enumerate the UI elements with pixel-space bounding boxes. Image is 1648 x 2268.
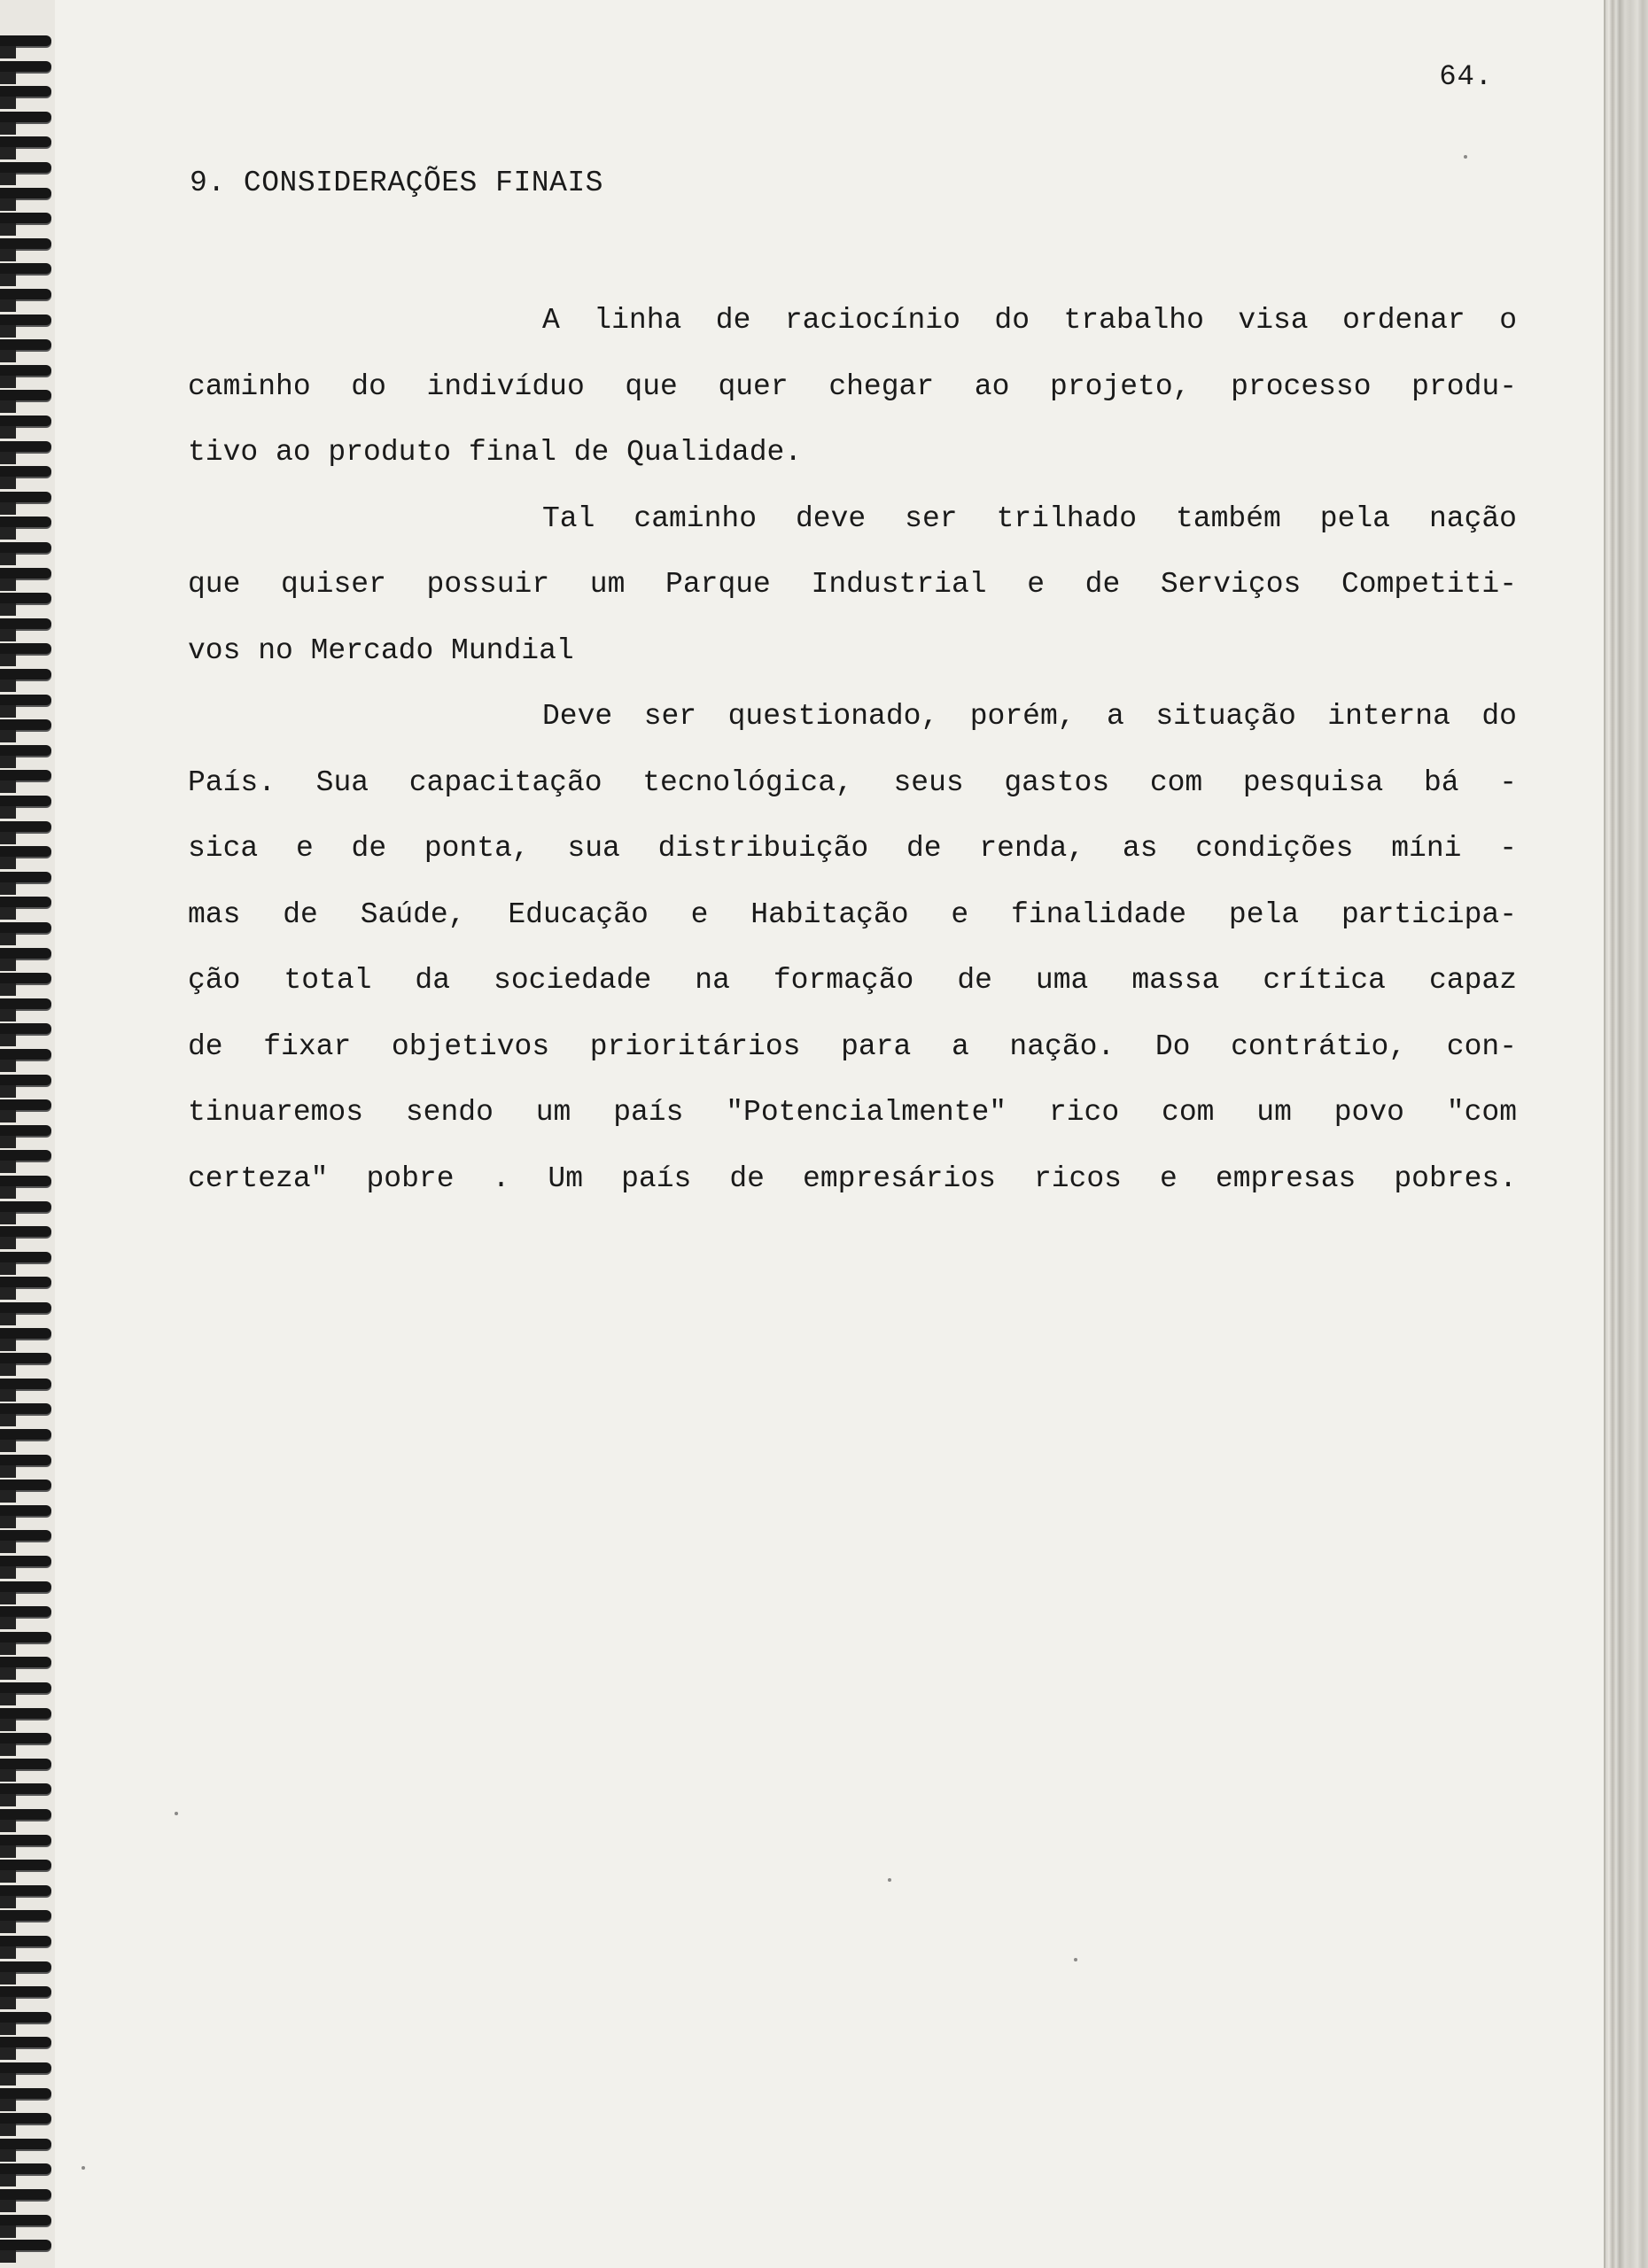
binding-coil (0, 289, 51, 299)
binding-coil (0, 86, 51, 97)
text-line: vos no Mercado Mundial (188, 633, 574, 667)
binding-coil (0, 1379, 51, 1389)
binding-coil (0, 1759, 51, 1769)
text-line: sica e de ponta, sua distribuição de renda, as condições míni - (188, 832, 1517, 865)
binding-coil (0, 1176, 51, 1186)
binding-coil (0, 112, 51, 122)
paragraph-2 (188, 486, 1517, 685)
binding-coil (0, 1023, 51, 1034)
text-line: A linha de raciocínio do trabalho visa ordenar o (542, 304, 1517, 337)
text-line: que quiser possuir um Parque Industrial e de Serviços Competiti- (188, 568, 1517, 601)
text-line: Tal caminho deve ser trilhado também pela nação (542, 501, 1517, 535)
binding-coil (0, 2037, 51, 2047)
binding-coil (0, 1530, 51, 1541)
binding-coil (0, 1783, 51, 1794)
binding-coil (0, 517, 51, 527)
binding-coil (0, 1860, 51, 1870)
binding-coil (0, 846, 51, 857)
binding-coil (0, 416, 51, 426)
binding-coil (0, 1075, 51, 1085)
text-line: de fixar objetivos prioritários para a nação. Do contrátio, con- (188, 1029, 1517, 1063)
binding-coil (0, 315, 51, 325)
binding-coil (0, 542, 51, 553)
binding-coil (0, 1809, 51, 1820)
binding-coil (0, 1226, 51, 1237)
binding-coil (0, 796, 51, 806)
binding-coil (0, 568, 51, 579)
binding-coil (0, 770, 51, 781)
binding-coil (0, 390, 51, 400)
text-line: tivo ao produto final de Qualidade. (188, 436, 803, 469)
binding-coil (0, 1353, 51, 1363)
binding-coil (0, 922, 51, 933)
binding-coil (0, 1455, 51, 1465)
binding-coil (0, 188, 51, 198)
binding-coil (0, 897, 51, 907)
binding-coil (0, 2163, 51, 2174)
binding-coil (0, 1835, 51, 1845)
text-line: Deve ser questionado, porém, a situação interna do (542, 700, 1517, 733)
binding-coil (0, 1885, 51, 1896)
binding-coil (0, 1505, 51, 1516)
binding-coil (0, 1302, 51, 1313)
binding-coil (0, 1961, 51, 1972)
page-edge-stack (1604, 0, 1648, 2268)
binding-coil (0, 2189, 51, 2200)
text-line: certeza" pobre . Um país de empresários ricos e empresas pobres. (188, 1161, 1517, 1195)
binding-coil (0, 2062, 51, 2073)
paper-speck (888, 1878, 891, 1882)
binding-coil (0, 365, 51, 376)
binding-coil (0, 719, 51, 730)
binding-coil (0, 1581, 51, 1592)
paper-speck (82, 2166, 85, 2170)
paragraph-3 (188, 684, 1517, 1212)
binding-coil (0, 1632, 51, 1643)
binding-coil (0, 1657, 51, 1667)
binding-coil (0, 1403, 51, 1414)
binding-coil (0, 1910, 51, 1921)
paper-speck (1464, 155, 1467, 159)
binding-coil (0, 2113, 51, 2124)
binding-coil (0, 1986, 51, 1997)
binding-coil (0, 1682, 51, 1693)
page-number: 64. (1439, 60, 1493, 93)
binding-coil (0, 238, 51, 249)
binding-coil (0, 1049, 51, 1060)
binding-coil (0, 1429, 51, 1440)
binding-coil (0, 1733, 51, 1744)
binding-coil (0, 2215, 51, 2225)
binding-coil (0, 35, 51, 46)
binding-coil (0, 745, 51, 756)
binding-coil (0, 61, 51, 72)
binding-coil (0, 1480, 51, 1490)
binding-coil (0, 492, 51, 502)
text-line: caminho do indivíduo que quer chegar ao projeto, processo produ- (188, 369, 1517, 403)
binding-coil (0, 466, 51, 477)
binding-coil (0, 948, 51, 959)
binding-coil (0, 1277, 51, 1287)
text-line: ção total da sociedade na formação de uma massa crítica capaz (188, 964, 1517, 997)
binding-coil (0, 998, 51, 1009)
binding-coil (0, 695, 51, 705)
paper-speck (175, 1812, 178, 1815)
binding-coil (0, 1150, 51, 1161)
binding-coil (0, 2139, 51, 2149)
text-line: País. Sua capacitação tecnológica, seus gastos com pesquisa bá - (188, 765, 1517, 799)
binding-coil (0, 213, 51, 223)
binding-coil (0, 1125, 51, 1136)
binding-coil (0, 2088, 51, 2099)
binding-coil (0, 1708, 51, 1719)
binding-coil (0, 1328, 51, 1339)
binding-coil (0, 1606, 51, 1617)
binding-coil (0, 618, 51, 629)
binding-coil (0, 1936, 51, 1946)
binding-coil (0, 872, 51, 882)
binding-coil (0, 441, 51, 452)
binding-coil (0, 973, 51, 983)
section-heading: 9. CONSIDERAÇÕES FINAIS (190, 167, 603, 199)
binding-coil (0, 669, 51, 680)
paragraph-1 (188, 288, 1517, 486)
paper-speck (1074, 1958, 1077, 1961)
binding-coil (0, 136, 51, 147)
binding-coil (0, 2012, 51, 2023)
text-line: mas de Saúde, Educação e Habitação e finalidade pela participa- (188, 897, 1517, 931)
spiral-binding (0, 0, 55, 2268)
text-line: tinuaremos sendo um país "Potencialmente" rico com um povo "com (188, 1096, 1517, 1129)
binding-coil (0, 821, 51, 832)
binding-coil (0, 593, 51, 603)
binding-coil (0, 162, 51, 173)
binding-coil (0, 263, 51, 274)
binding-coil (0, 1556, 51, 1566)
binding-coil (0, 1201, 51, 1212)
binding-coil (0, 1252, 51, 1262)
binding-coil (0, 643, 51, 654)
binding-coil (0, 339, 51, 350)
binding-coil (0, 1099, 51, 1110)
document-page (55, 0, 1605, 2268)
body-text (188, 288, 1517, 1212)
binding-coil (0, 2240, 51, 2250)
